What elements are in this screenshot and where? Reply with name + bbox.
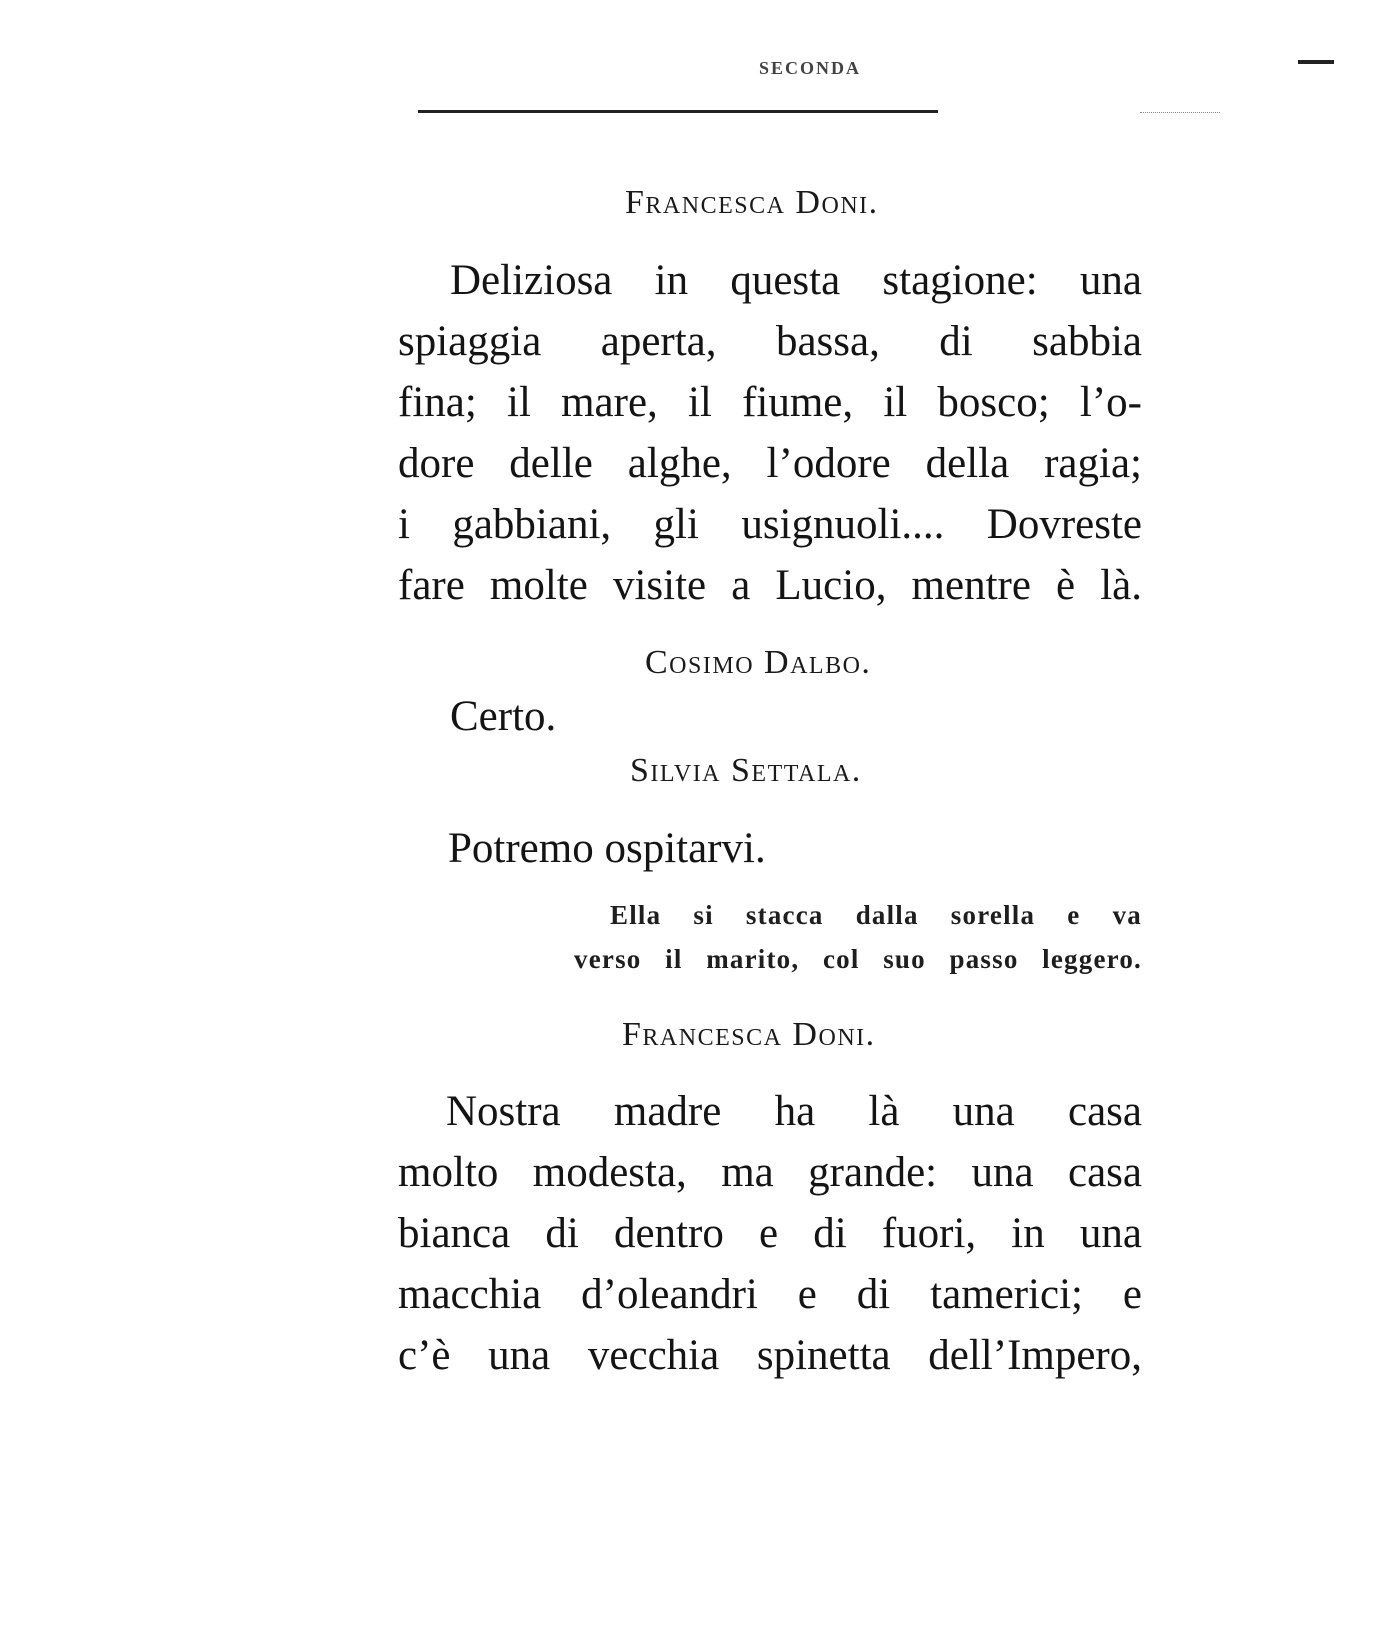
stage-direction <box>574 893 1142 981</box>
speaker-name: Cosimo Dalbo. <box>645 644 872 681</box>
header-rule <box>418 110 938 113</box>
header-rule-faint <box>1140 112 1220 113</box>
speech-line: dore delle alghe, l’odore della ragia; <box>398 440 1142 487</box>
stage-direction-line: verso il marito, col suo passo leggero. <box>574 944 1142 974</box>
speech-line: macchia d’oleandri e di tamerici; e <box>398 1271 1142 1318</box>
stage-direction-line: Ella si stacca dalla sorella e va <box>610 900 1142 930</box>
speaker-name: Francesca Doni. <box>625 184 879 221</box>
speech-line: Deliziosa in questa stagione: una <box>450 257 1142 304</box>
speech-line: fare molte visite a Lucio, mentre è là. <box>398 562 1142 609</box>
running-head: SECONDA <box>758 58 861 78</box>
speech-line: Certo. <box>450 693 557 740</box>
speech-line: i gabbiani, gli usignuoli.... Dovreste <box>398 501 1142 548</box>
speech-text <box>398 1081 1142 1386</box>
speech-line: molto modesta, ma grande: una casa <box>398 1149 1142 1196</box>
speech-text <box>450 686 750 747</box>
speech-line: Nostra madre ha là una casa <box>446 1088 1142 1135</box>
speech-line: c’è una vecchia spinetta dell’Impero, <box>398 1332 1142 1379</box>
corner-mark <box>1298 60 1334 64</box>
speaker-name: Francesca Doni. <box>622 1016 876 1053</box>
speech-line: Potremo ospitarvi. <box>448 825 766 872</box>
speech-text <box>448 818 948 879</box>
speaker-name: Silvia Settala. <box>630 752 862 789</box>
speech-text <box>398 250 1142 616</box>
speech-line: bianca di dentro e di fuori, in una <box>398 1210 1142 1257</box>
speech-line: spiaggia aperta, bassa, di sabbia <box>398 318 1142 365</box>
speech-line: fina; il mare, il fiume, il bosco; l’o- <box>398 379 1142 426</box>
